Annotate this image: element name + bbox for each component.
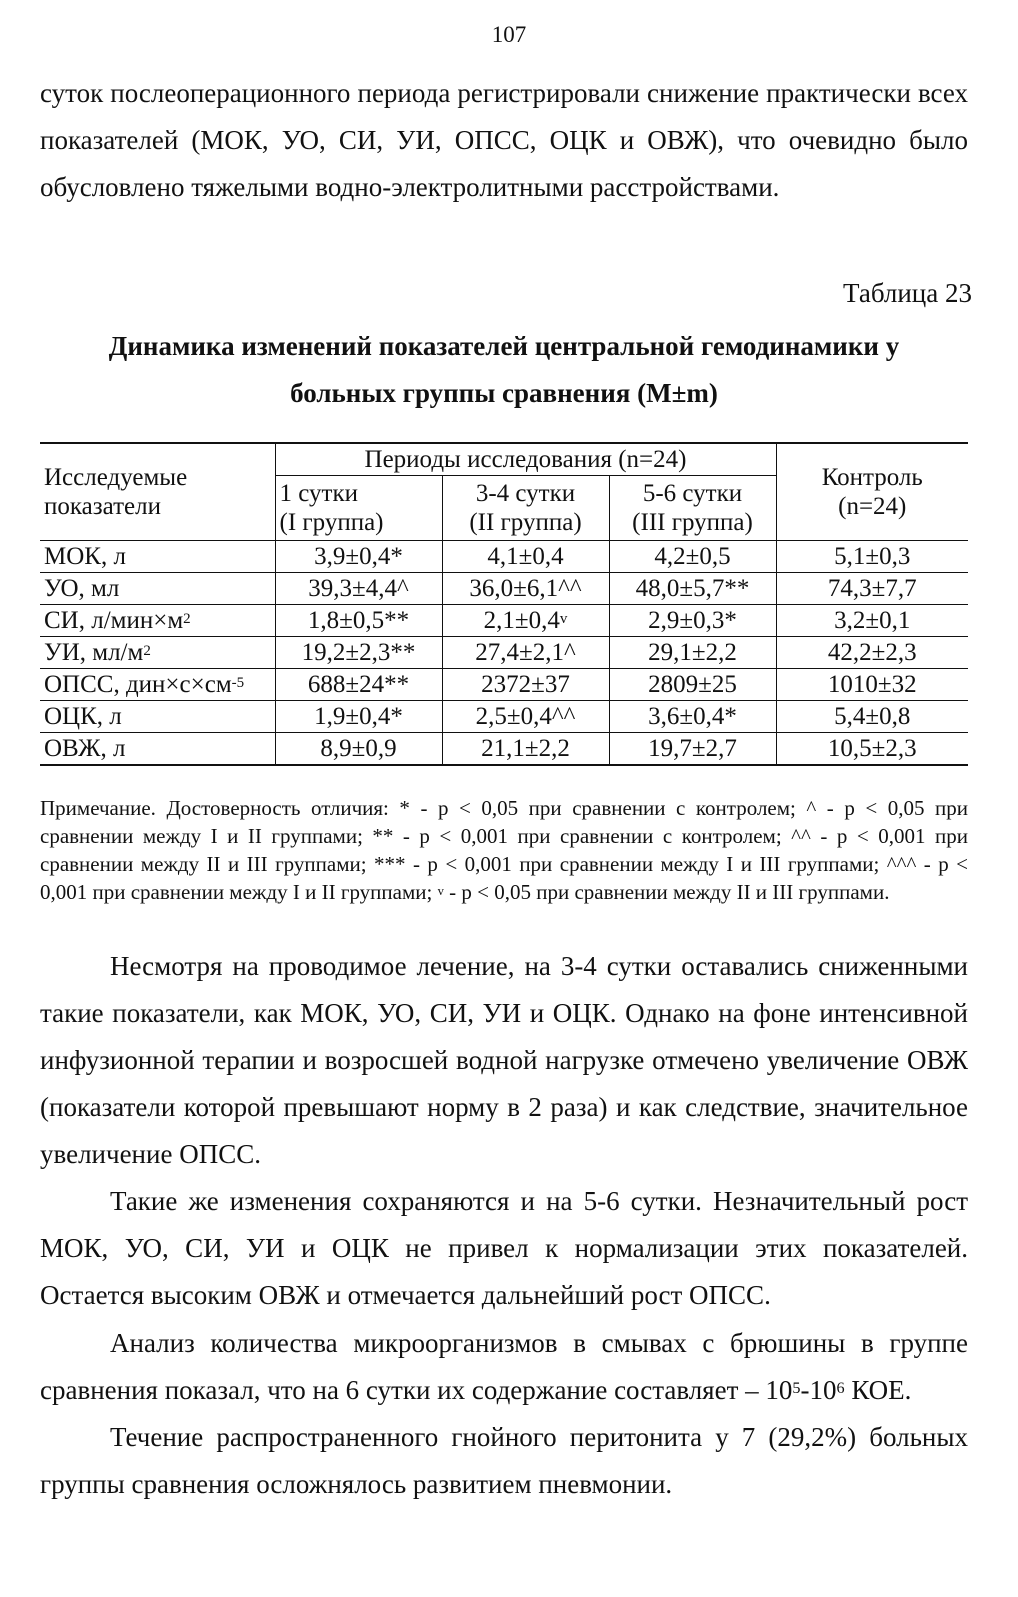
row-label-sup: 2 [183,610,191,627]
row-label [40,541,275,573]
cell-value: 2,5±0,4^^ [475,703,576,730]
cell-value: 3,9±0,4* [314,543,403,570]
page-number: 107 [491,22,527,47]
cell-control: 42,2±2,3 [776,637,968,669]
cell-control: 5,4±0,8 [776,701,968,733]
row-label-text: МОК, л [44,543,126,570]
cell-period-1 [275,637,442,669]
cell-value: 2372±37 [481,671,570,698]
cell-value: 1,9±0,4* [314,703,403,730]
row-label [40,637,275,669]
para4-text-c: КОЕ. [844,1375,912,1405]
table-row [40,573,968,605]
row-label-sup: -5 [231,674,245,691]
row-label-text: ОЦК, л [44,703,122,730]
table-row [40,605,968,637]
cell-period-2 [442,573,609,605]
row-label [40,573,275,605]
header-period-1 [275,476,442,541]
table-title-line2: больных группы сравнения (M±m) [290,378,718,408]
cell-control: 3,2±0,1 [776,605,968,637]
cell-period-2 [442,637,609,669]
paragraph-intro: суток послеоперационного периода регистрировали снижение практически всех показателей (МОК, УО, СИ, УИ, ОПСС, ОЦК и ОВЖ), что очевидно было обусловлено тяжелыми водно-электролитными расстройствами. [40,78,968,202]
header-control-label: Контроль [821,464,923,491]
paragraph-microorganisms [40,1320,968,1414]
cell-period-2 [442,541,609,573]
row-label [40,605,275,637]
table-note [40,794,968,906]
row-label-text: УО, мл [44,575,120,602]
header-period-2 [442,476,609,541]
row-label-text: СИ, л/мин×м [44,607,184,634]
cell-control: 74,3±7,7 [776,573,968,605]
cell-value: 27,4±2,1^ [475,639,576,666]
cell-period-1 [275,605,442,637]
cell-value: 688±24** [307,671,410,698]
cell-period-1 [275,573,442,605]
row-label-text: УИ, мл/м [44,639,144,666]
cell-period-3: 4,2±0,5 [609,541,776,573]
cell-value: 2,1±0,4 [483,607,560,634]
table-row [40,637,968,669]
cell-value: 19,2±2,3** [301,639,416,666]
header-control-n: (n=24) [838,493,907,520]
cell-period-3: 19,7±2,7 [609,733,776,766]
table-note-text-b: - p < 0,05 при сравнении между II и III группами. [443,880,890,904]
table-title [40,323,968,417]
cell-value: 39,3±4,4^ [308,575,409,602]
hemodynamics-table [40,442,968,766]
para4-text-b: -10 [800,1375,837,1405]
cell-control: 1010±32 [776,669,968,701]
table-header-row [40,443,968,476]
cell-control: 5,1±0,3 [776,541,968,573]
header-indicators: Исследуемые показатели [40,443,275,541]
cell-value: 1,8±0,5** [307,607,410,634]
cell-period-1 [275,669,442,701]
table-row [40,669,968,701]
row-label-sup: 2 [143,642,151,659]
cell-period-3: 29,1±2,2 [609,637,776,669]
row-label [40,701,275,733]
cell-period-3: 2,9±0,3* [609,605,776,637]
cell-period-2 [442,733,609,766]
paragraph-pneumonia: Течение распространенного гнойного перитонита у 7 (29,2%) больных группы сравнения осложнялось развитием пневмонии. [40,1422,968,1499]
cell-period-3: 48,0±5,7** [609,573,776,605]
row-label [40,733,275,766]
cell-period-2 [442,701,609,733]
cell-value: 8,9±0,9 [320,735,397,762]
table-caption: Таблица 23 [843,278,972,308]
header-period-1-group: (I группа) [279,509,384,536]
cell-period-3: 2809±25 [609,669,776,701]
header-period-2-label: 3-4 сутки [475,480,576,507]
header-period-3-group: (III группа) [632,509,753,536]
header-period-3-label: 5-6 сутки [642,480,743,507]
table-row [40,541,968,573]
cell-value: 21,1±2,2 [481,735,570,762]
para4-text-a: Анализ количества микроорганизмов в смывах с брюшины в группе сравнения показал, что на 6 сутки их содержание составляет – 10 [40,1328,968,1405]
table-note-sup: v [437,883,444,898]
cell-value: 4,1±0,4 [487,543,564,570]
cell-period-2 [442,669,609,701]
cell-period-3: 3,6±0,4* [609,701,776,733]
header-period-3 [609,476,776,541]
cell-period-1 [275,733,442,766]
cell-period-1 [275,701,442,733]
header-control [776,443,968,541]
para4-sup-1: 5 [792,1379,801,1398]
table-row [40,733,968,766]
cell-period-1 [275,541,442,573]
header-period-2-group: (II группа) [469,509,582,536]
row-label-text: ОВЖ, л [44,735,126,762]
table-note-text-a: Примечание. Достоверность отличия: * - p < 0,05 при сравнении с контролем; ^ - p < 0,05 при сравнении между I и II группами; ** - p < 0,001 при сравнении с контролем; ^^ - p < 0,001 при сравнении между II и III группами; *** - p < 0,001 при сравнении между I и III группами; ^^^ - p < 0,001 при сравнении между I и II группами; [40,796,968,904]
header-periods: Периоды исследования (n=24) [275,443,776,476]
cell-value: 36,0±6,1^^ [469,575,582,602]
paragraph-changes: Такие же изменения сохраняются и на 5-6 сутки. Незначительный рост МОК, УО, СИ, УИ и ОЦК не привел к нормализации этих показателей. Остается высоким ОВЖ и отмечается дальнейший рост ОПСС. [40,1186,968,1310]
cell-period-2 [442,605,609,637]
header-period-1-label: 1 сутки [279,480,358,507]
cell-sup: v [559,610,568,627]
cell-control: 10,5±2,3 [776,733,968,766]
row-label-text: ОПСС, дин×с×см [44,671,232,698]
table-title-line1: Динамика изменений показателей центральной гемодинамики у [108,331,900,361]
paragraph-treatment: Несмотря на проводимое лечение, на 3-4 сутки оставались сниженными такие показатели, как МОК, УО, СИ, УИ и ОЦК. Однако на фоне интенсивной инфузионной терапии и возросшей водной нагрузке отмечено увеличение ОВЖ (показатели которой превышают норму в 2 раза) и как следствие, значительное увеличение ОПСС. [40,951,968,1169]
table-row [40,701,968,733]
para4-sup-2: 6 [836,1379,845,1398]
row-label [40,669,275,701]
